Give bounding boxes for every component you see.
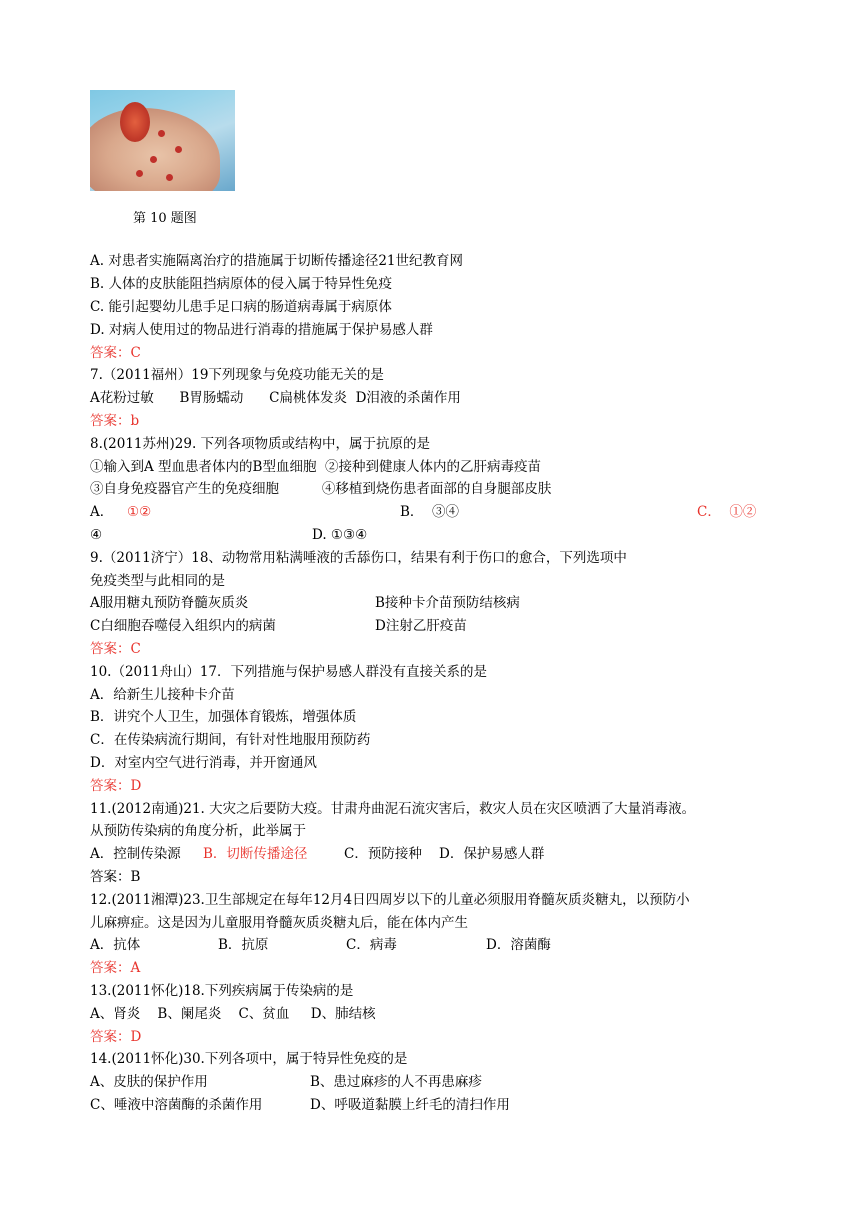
- option-line: D．对室内空气进行消毒，并开窗通风: [90, 755, 317, 771]
- answer-line: 答案：D: [90, 778, 142, 794]
- answer-line: 答案：B: [90, 869, 141, 885]
- question-line: 13.(2011怀化)18.下列疾病属于传染病的是: [90, 983, 354, 999]
- option-b: B、患过麻疹的人不再患麻疹: [310, 1074, 482, 1090]
- option-line: A、肾炎 B、阑尾炎 C、贫血 D、肺结核: [90, 1006, 376, 1022]
- option-line: C．在传染病流行期间，有针对性地服用预防药: [90, 732, 371, 748]
- option-line: D. 对病人使用过的物品进行消毒的措施属于保护易感人群: [90, 322, 433, 338]
- option-d: D．溶菌酶: [486, 937, 551, 953]
- question-line: 7.（2011福州）19下列现象与免疫功能无关的是: [90, 367, 384, 383]
- option-b: B．抗原: [218, 937, 269, 953]
- option-d: D注射乙肝疫苗: [375, 618, 467, 634]
- option-c: C白细胞吞噬侵入组织内的病菌: [90, 618, 276, 634]
- question-line: 儿麻痹症。这是因为儿童服用脊髓灰质炎糖丸后，能在体内产生: [90, 915, 468, 931]
- option-b: B． ③④: [400, 504, 460, 520]
- question-line: 8.(2011苏州)29. 下列各项物质或结构中，属于抗原的是: [90, 436, 431, 452]
- question-line: 10.（2011舟山）17．下列措施与保护易感人群没有直接关系的是: [90, 664, 488, 680]
- option-a: A服用糖丸预防脊髓灰质炎: [90, 595, 249, 611]
- rash-spot: [166, 174, 173, 181]
- answer-line: 答案：A: [90, 960, 141, 976]
- option-c: C．病毒: [346, 937, 397, 953]
- option-d: D. ①③④: [312, 527, 368, 543]
- answer-line: 答案：D: [90, 1029, 142, 1045]
- option-c: C． ①②: [697, 504, 757, 520]
- option-line: C. 能引起婴幼儿患手足口病的肠道病毒属于病原体: [90, 299, 392, 315]
- figure-caption: 第 10 题图: [133, 211, 197, 226]
- option-c-continued: ④: [90, 527, 103, 543]
- option-a: A．抗体: [90, 937, 141, 953]
- hand-with-rash-photo: [90, 90, 235, 191]
- option-a: A、皮肤的保护作用: [90, 1074, 208, 1090]
- rash-spot: [175, 146, 182, 153]
- hand-shape: [90, 108, 220, 191]
- rash-spot: [136, 170, 143, 177]
- question-line: 11.(2012南通)21. 大灾之后要防大疫。甘肃舟曲泥石流灾害后，救灾人员在灾区喷洒了大量消毒液。: [90, 801, 696, 817]
- option-b: B．切断传播途径: [203, 846, 308, 862]
- answer-line: 答案：b: [90, 413, 140, 429]
- option-line: ①输入到A 型血患者体内的B型血细胞 ②接种到健康人体内的乙肝病毒疫苗: [90, 459, 542, 475]
- option-line: A花粉过敏 B胃肠蠕动 C扁桃体发炎 D泪液的杀菌作用: [90, 390, 461, 406]
- option-a-value: ①②: [127, 504, 152, 520]
- question-line: 从预防传染病的角度分析，此举属于: [90, 823, 306, 839]
- question-line: 9.（2011济宁）18、动物常用粘满唾液的舌舔伤口，结果有利于伤口的愈合，下列选项中: [90, 550, 627, 566]
- option-c-d: C．预防接种 D．保护易感人群: [344, 846, 545, 862]
- option-a: A．: [90, 504, 114, 520]
- rash-spot: [150, 156, 157, 163]
- option-line: ③自身免疫器官产生的免疫细胞 ④移植到烧伤患者面部的自身腿部皮肤: [90, 481, 552, 497]
- question-line: 免疫类型与此相同的是: [90, 573, 225, 589]
- option-line: A．给新生儿接种卡介苗: [90, 687, 235, 703]
- option-line: B. 人体的皮肤能阻挡病原体的侵入属于特异性免疫: [90, 276, 393, 292]
- finger-rash: [120, 102, 150, 142]
- answer-line: 答案：C: [90, 641, 141, 657]
- question-line: 14.(2011怀化)30.下列各项中，属于特异性免疫的是: [90, 1051, 408, 1067]
- rash-spot: [158, 130, 165, 137]
- option-a: A．控制传染源: [90, 846, 181, 862]
- option-d: D、呼吸道黏膜上纤毛的清扫作用: [310, 1097, 510, 1113]
- option-c: C、唾液中溶菌酶的杀菌作用: [90, 1097, 263, 1113]
- answer-line: 答案：C: [90, 345, 141, 361]
- option-line: A. 对患者实施隔离治疗的措施属于切断传播途径21世纪教育网: [90, 253, 464, 269]
- option-line: B．讲究个人卫生，加强体育锻炼，增强体质: [90, 709, 357, 725]
- question-line: 12.(2011湘潭)23.卫生部规定在每年12月4日四周岁以下的儿童必须服用脊髓灰质炎糖丸，以预防小: [90, 892, 690, 908]
- option-b: B接种卡介苗预防结核病: [375, 595, 520, 611]
